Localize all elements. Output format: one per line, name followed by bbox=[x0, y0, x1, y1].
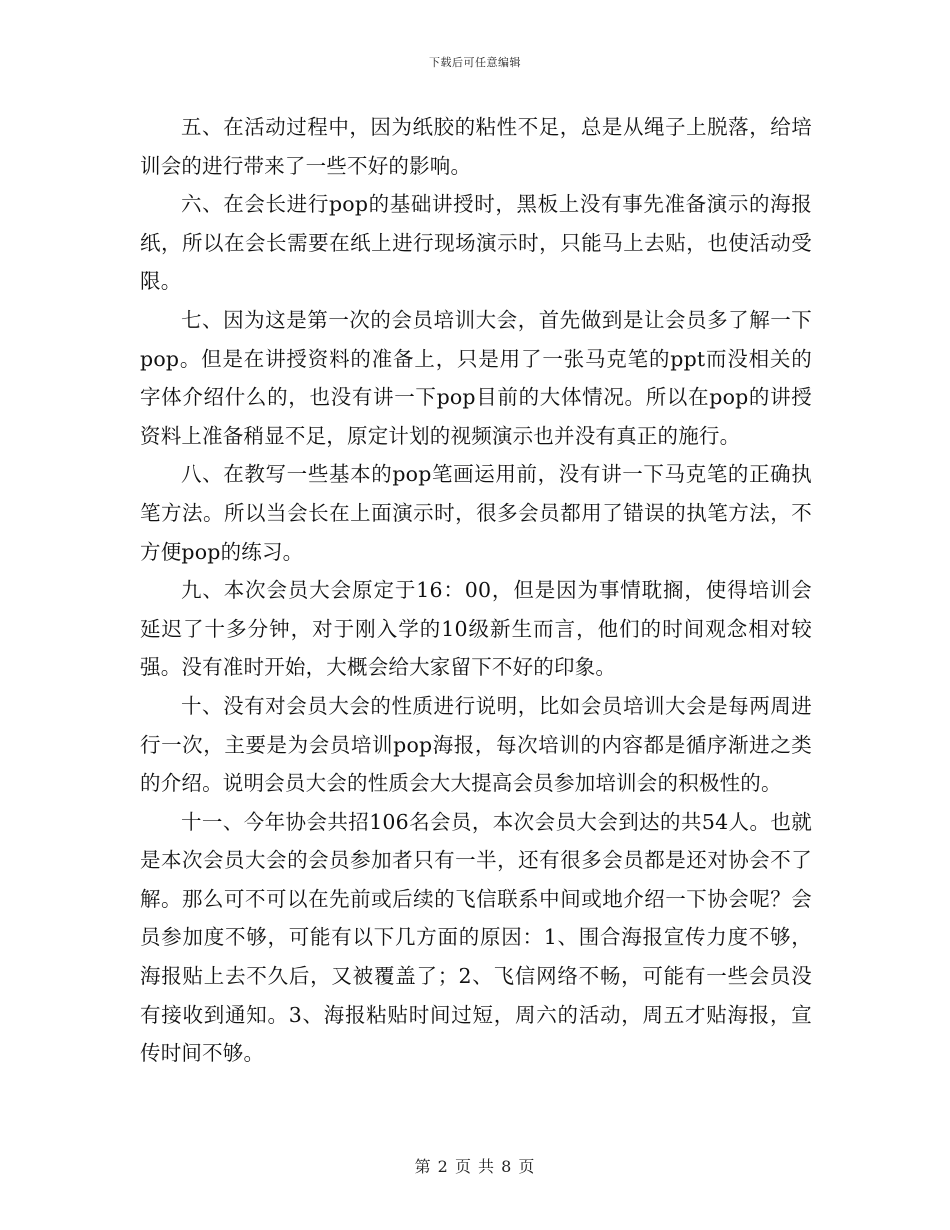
paragraph-7: 七、因为这是第一次的会员培训大会，首先做到是让会员多了解一下pop。但是在讲授资料的准备上，只是用了一张马克笔的ppt而没相关的字体介绍什么的，也没有讲一下pop目前的大体情况。所以在pop的讲授资料上准备稍显不足，原定计划的视频演示也并没有真正的施行。 bbox=[140, 307, 812, 448]
page-header: 下载后可任意编辑 bbox=[429, 56, 521, 69]
page-footer: 第 2 页 共 8 页 bbox=[414, 1157, 536, 1176]
paragraph-5: 五、在活动过程中，因为纸胶的粘性不足，总是从绳子上脱落，给培训会的进行带来了一些不好的影响。 bbox=[140, 115, 812, 178]
paragraph-6: 六、在会长进行pop的基础讲授时，黑板上没有事先准备演示的海报纸，所以在会长需要在纸上进行现场演示时，只能马上去贴，也使活动受限。 bbox=[140, 192, 812, 294]
paragraph-8: 八、在教写一些基本的pop笔画运用前，没有讲一下马克笔的正确执笔方法。所以当会长在上面演示时，很多会员都用了错误的执笔方法，不方便pop的练习。 bbox=[140, 462, 812, 564]
paragraph-9: 九、本次会员大会原定于16：00，但是因为事情耽搁，使得培训会延迟了十多分钟，对于刚入学的10级新生而言，他们的时间观念相对较强。没有准时开始，大概会给大家留下不好的印象。 bbox=[140, 578, 812, 680]
paragraph-10: 十、没有对会员大会的性质进行说明，比如会员培训大会是每两周进行一次，主要是为会员培训pop海报，每次培训的内容都是循序渐进之类的介绍。说明会员大会的性质会大大提高会员参加培训会的积极性的。 bbox=[140, 693, 812, 796]
paragraph-11: 十一、今年协会共招106名会员，本次会员大会到达的共54人。也就是本次会员大会的会员参加者只有一半，还有很多会员都是还对协会不了解。那么可不可以在先前或后续的飞信联系中间或地介绍一下协会呢？会员参加度不够，可能有以下几方面的原因：1、围合海报宣传力度不够，海报贴上去不久后，又被覆盖了；2、飞信网络不畅，可能有一些会员没有接收到通知。3、海报粘贴时间过短，周六的活动，周五才贴海报，宣传时间不够。 bbox=[140, 809, 812, 1066]
document-body bbox=[140, 108, 812, 1073]
